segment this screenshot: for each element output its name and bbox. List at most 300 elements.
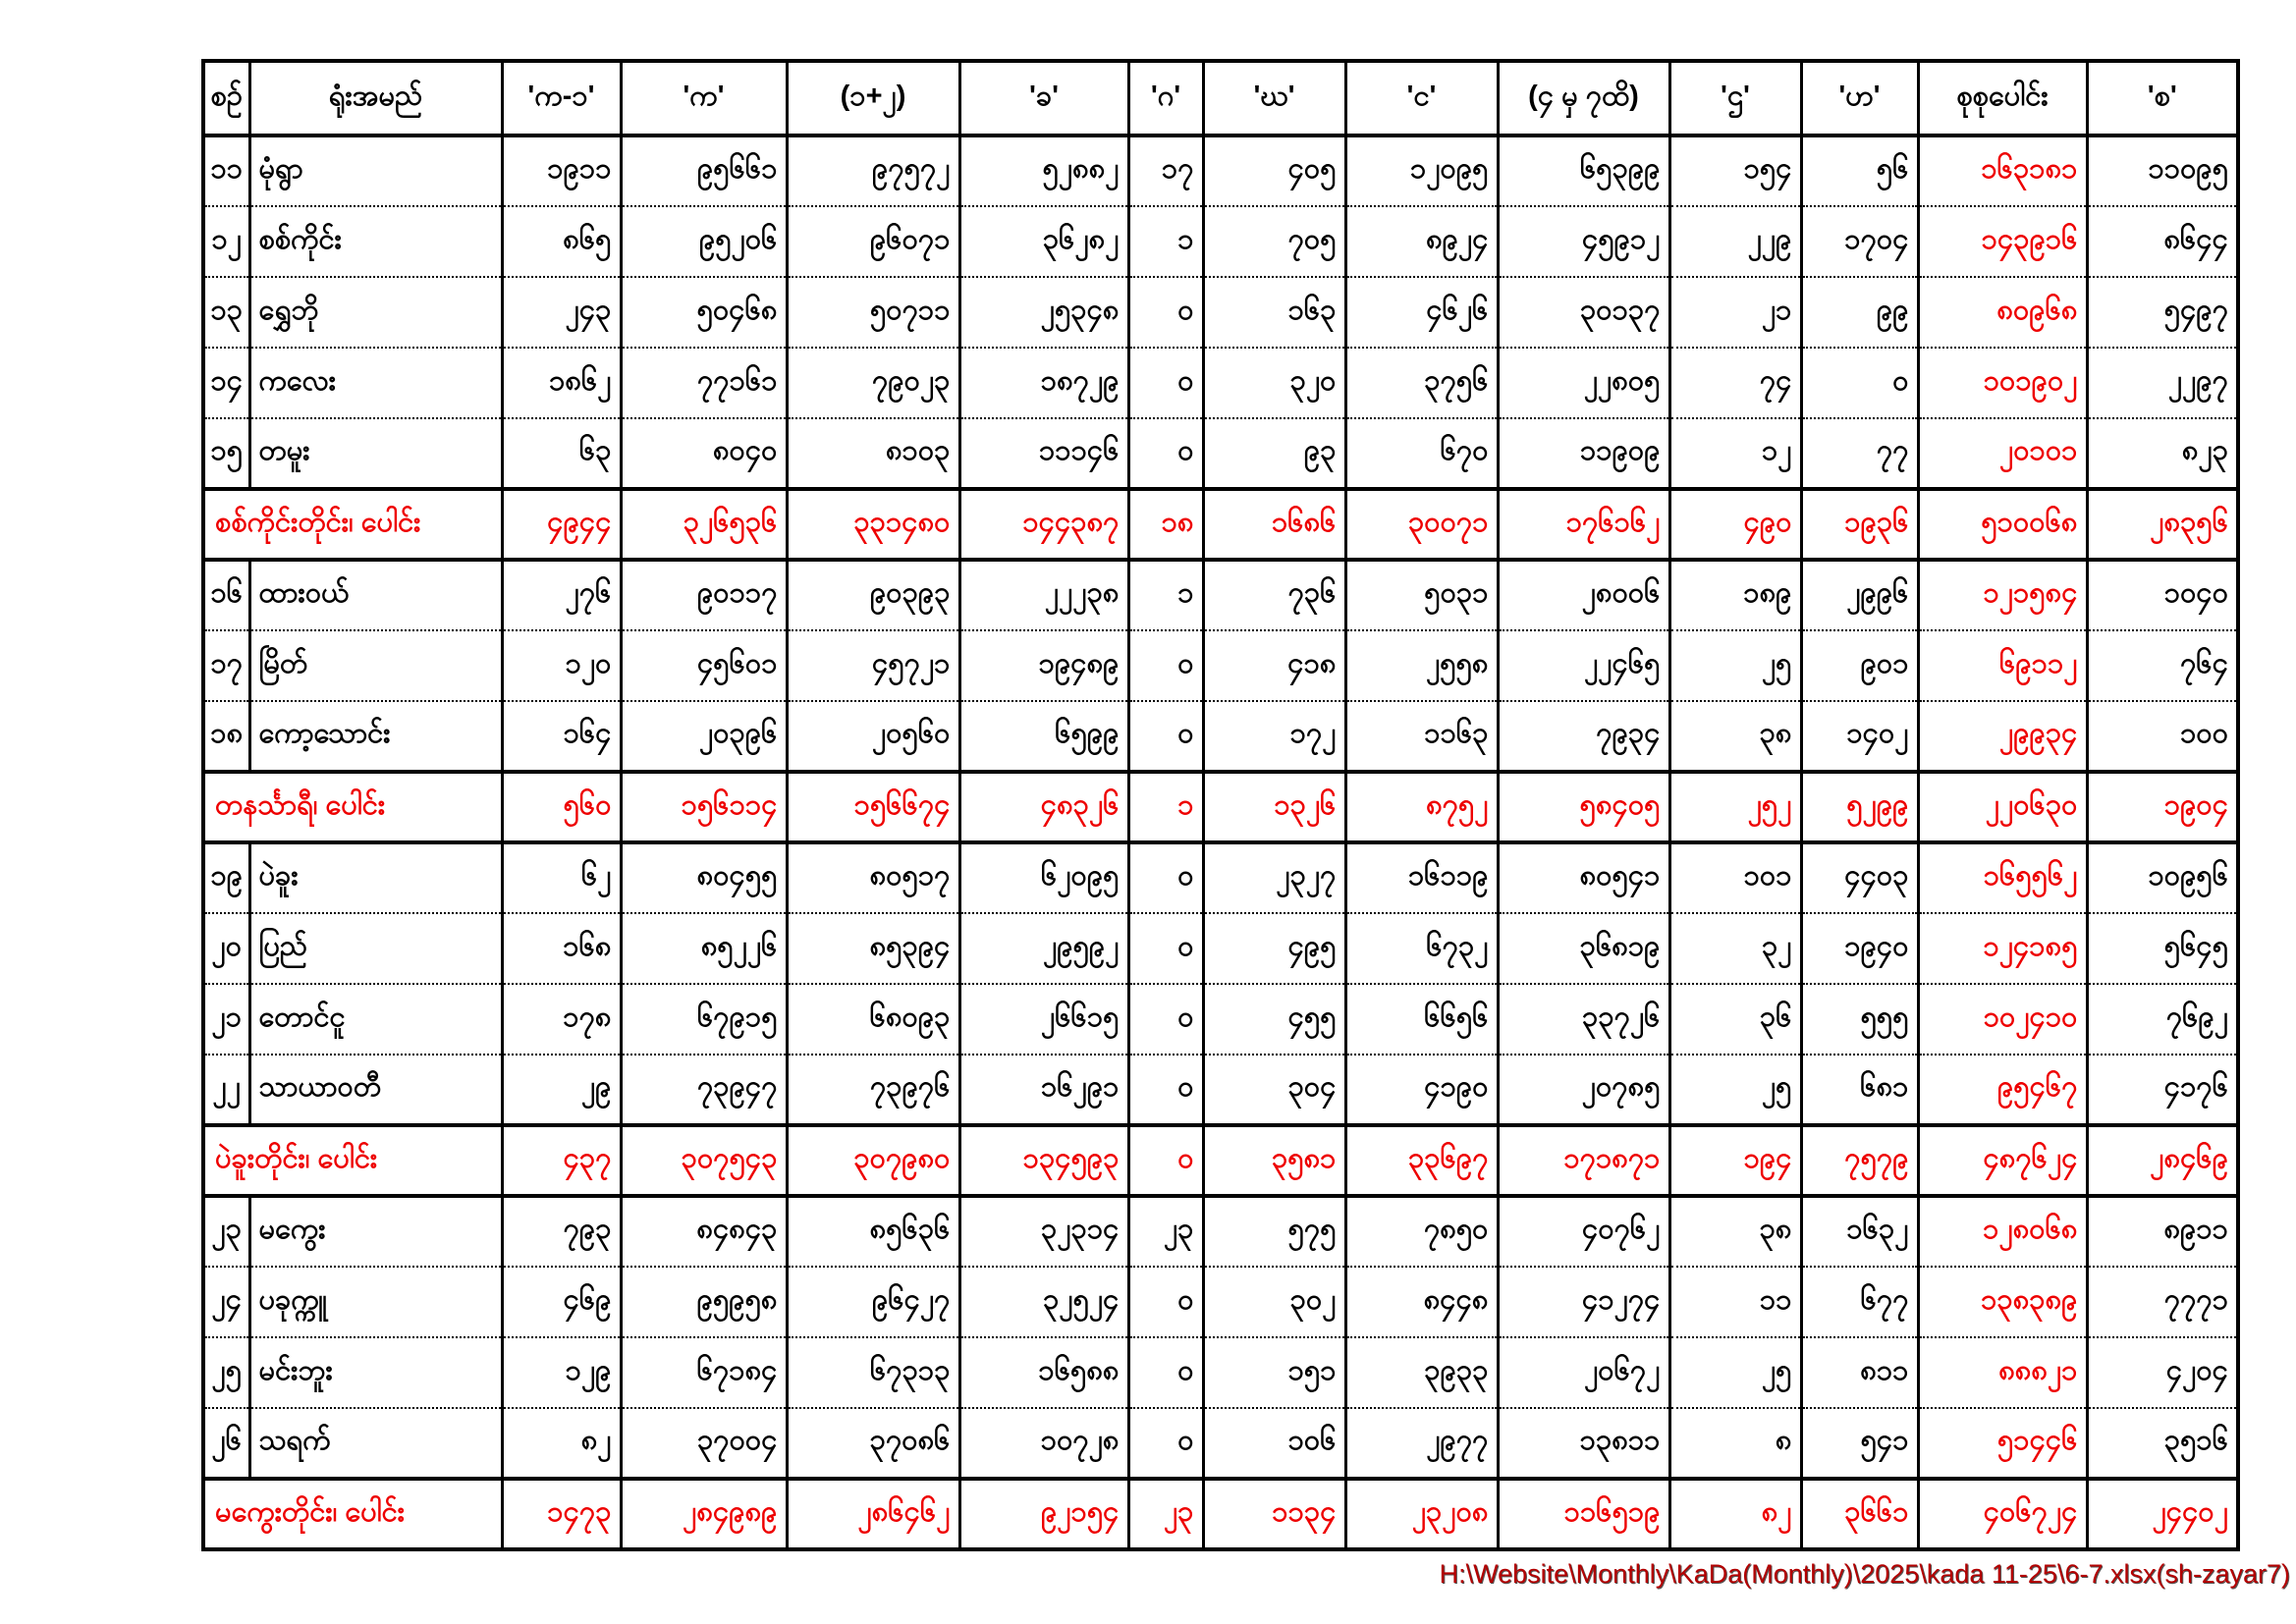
value-cell: ၇၉၃၄ bbox=[1498, 701, 1669, 772]
value-cell: ၄၃၇ bbox=[502, 1125, 621, 1196]
value-cell: ၇၆၄ bbox=[2087, 630, 2238, 701]
value-cell: ၈၂ bbox=[1669, 1479, 1801, 1549]
office-name-cell: တောင်ငူ bbox=[249, 984, 502, 1055]
value-cell: ၆၈၀၉၃ bbox=[787, 984, 959, 1055]
value-cell: ၈ bbox=[1669, 1408, 1801, 1479]
value-cell: ၈၀၅၁၇ bbox=[787, 842, 959, 913]
value-cell: ၄၀၅ bbox=[1203, 135, 1345, 206]
grand-total-cell: ၅၁၄၄၆ bbox=[1918, 1408, 2087, 1479]
value-cell: ၃၃၁၄၈၀ bbox=[787, 489, 959, 560]
office-name-cell: မြိတ် bbox=[249, 630, 502, 701]
office-name-cell: သရက် bbox=[249, 1408, 502, 1479]
value-cell: ၉၀၁ bbox=[1801, 630, 1918, 701]
value-cell: ၁၀၀ bbox=[2087, 701, 2238, 772]
value-cell: ၀ bbox=[1128, 277, 1203, 348]
value-cell: ၈၆၄၄ bbox=[2087, 206, 2238, 277]
value-cell: ၈၁၀၃ bbox=[787, 418, 959, 489]
value-cell: ၃၂ bbox=[1669, 913, 1801, 984]
total-label-cell: တနင်္သာရီ၊ ပေါင်း bbox=[203, 772, 502, 842]
value-cell: ၃၅၁၆ bbox=[2087, 1408, 2238, 1479]
value-cell: ၇၉၃ bbox=[502, 1196, 621, 1267]
value-cell: ၂၈၄၆၉ bbox=[2087, 1125, 2238, 1196]
value-cell: ၁၅၆၁၁၄ bbox=[621, 772, 787, 842]
value-cell: ၀ bbox=[1128, 348, 1203, 418]
value-cell: ၃၀၂ bbox=[1203, 1267, 1345, 1337]
office-name-cell: ရွှေဘို bbox=[249, 277, 502, 348]
value-cell: ၃၆၂၈၂ bbox=[959, 206, 1128, 277]
serial-cell: ၁၂ bbox=[203, 206, 249, 277]
value-cell: ၂၉၅၉၂ bbox=[959, 913, 1128, 984]
value-cell: ၂၉၉၆ bbox=[1801, 560, 1918, 630]
value-cell: ၃၂၃၁၄ bbox=[959, 1196, 1128, 1267]
value-cell: ၂၄၄၀၂ bbox=[2087, 1479, 2238, 1549]
value-cell: ၉၅၂၀၆ bbox=[621, 206, 787, 277]
table-row bbox=[203, 135, 2238, 206]
value-cell: ၅၇၅ bbox=[1203, 1196, 1345, 1267]
value-cell: ၃၈ bbox=[1669, 1196, 1801, 1267]
value-cell: ၆၈၁ bbox=[1801, 1055, 1918, 1125]
office-name-cell: မင်းဘူး bbox=[249, 1337, 502, 1408]
value-cell: ၂၅၂ bbox=[1669, 772, 1801, 842]
file-path-text: H:\Website\Monthly\KaDa(Monthly)\2025\kada 11-25\6-7.xlsx(sh-zayar7) bbox=[1439, 1559, 2290, 1589]
value-cell: ၂၉၇၇ bbox=[1345, 1408, 1498, 1479]
value-cell: ၄၄၀၃ bbox=[1801, 842, 1918, 913]
value-cell: ၉၂၁၅၄ bbox=[959, 1479, 1128, 1549]
value-cell: ၁၀၄၀ bbox=[2087, 560, 2238, 630]
office-name-cell: ပဲခူး bbox=[249, 842, 502, 913]
value-cell: ၂၃ bbox=[1128, 1196, 1203, 1267]
value-cell: ၆၅၃၉၉ bbox=[1498, 135, 1669, 206]
value-cell: ၈၂ bbox=[502, 1408, 621, 1479]
value-cell: ၉၅၉၅၈ bbox=[621, 1267, 787, 1337]
value-cell: ၆၂၀၉၅ bbox=[959, 842, 1128, 913]
value-cell: ၁၆၁၁၉ bbox=[1345, 842, 1498, 913]
value-cell: ၀ bbox=[1128, 630, 1203, 701]
value-cell: ၂၈၀၀၆ bbox=[1498, 560, 1669, 630]
value-cell: ၂၅၅၈ bbox=[1345, 630, 1498, 701]
value-cell: ၈၉၂၄ bbox=[1345, 206, 1498, 277]
group-total-row bbox=[203, 1125, 2238, 1196]
value-cell: ၂၉ bbox=[502, 1055, 621, 1125]
value-cell: ၄၉၀ bbox=[1669, 489, 1801, 560]
value-cell: ၈၀၅၄၁ bbox=[1498, 842, 1669, 913]
value-cell: ၇၃၉၇၆ bbox=[787, 1055, 959, 1125]
value-cell: ၃၃၆၉၇ bbox=[1345, 1125, 1498, 1196]
value-cell: ၀ bbox=[1128, 1408, 1203, 1479]
grand-total-cell: ၁၄၃၉၁၆ bbox=[1918, 206, 2087, 277]
value-cell: ၂၈၃၅၆ bbox=[2087, 489, 2238, 560]
value-cell: ၀ bbox=[1128, 1337, 1203, 1408]
value-cell: ၁၂ bbox=[1669, 418, 1801, 489]
value-cell: ၆၃ bbox=[502, 418, 621, 489]
value-cell: ၁၁၆၅၁၉ bbox=[1498, 1479, 1669, 1549]
total-label-cell: မကွေးတိုင်း၊ ပေါင်း bbox=[203, 1479, 502, 1549]
value-cell: ၅၆ bbox=[1801, 135, 1918, 206]
value-cell: ၅၂၈၈၂ bbox=[959, 135, 1128, 206]
column-header: 'ဟ' bbox=[1801, 61, 1918, 135]
value-cell: ၂၀၅၆၀ bbox=[787, 701, 959, 772]
grand-total-cell: ၁၃၈၃၈၉ bbox=[1918, 1267, 2087, 1337]
table-header bbox=[203, 61, 2238, 135]
table-row bbox=[203, 842, 2238, 913]
value-cell: ၉၀၃၉၃ bbox=[787, 560, 959, 630]
value-cell: ၂၄၃ bbox=[502, 277, 621, 348]
value-cell: ၉၉ bbox=[1801, 277, 1918, 348]
table-row bbox=[203, 1055, 2238, 1125]
value-cell: ၁၀၆ bbox=[1203, 1408, 1345, 1479]
value-cell: ၁၁၉၀၉ bbox=[1498, 418, 1669, 489]
value-cell: ၄၁၇၆ bbox=[2087, 1055, 2238, 1125]
value-cell: ၇၈၅၀ bbox=[1345, 1196, 1498, 1267]
serial-cell: ၁၈ bbox=[203, 701, 249, 772]
value-cell: ၅၂၉၉ bbox=[1801, 772, 1918, 842]
value-cell: ၀ bbox=[1128, 1267, 1203, 1337]
office-name-cell: ထားဝယ် bbox=[249, 560, 502, 630]
value-cell: ၁၁၁၄၆ bbox=[959, 418, 1128, 489]
value-cell: ၁၁၆၃ bbox=[1345, 701, 1498, 772]
value-cell: ၈၆၅ bbox=[502, 206, 621, 277]
value-cell: ၄၆၉ bbox=[502, 1267, 621, 1337]
office-name-cell: တမူး bbox=[249, 418, 502, 489]
office-name-cell: ပခုက္ကူ bbox=[249, 1267, 502, 1337]
value-cell: ၁၉၄၈၉ bbox=[959, 630, 1128, 701]
value-cell: ၁၉၁၁ bbox=[502, 135, 621, 206]
value-cell: ၅၅၅ bbox=[1801, 984, 1918, 1055]
value-cell: ၁၃၈၁၁ bbox=[1498, 1408, 1669, 1479]
report-table bbox=[201, 59, 2240, 1551]
value-cell: ၄၅၅ bbox=[1203, 984, 1345, 1055]
value-cell: ၂၃ bbox=[1128, 1479, 1203, 1549]
value-cell: ၇၉၀၂၃ bbox=[787, 348, 959, 418]
value-cell: ၅၆၀ bbox=[502, 772, 621, 842]
value-cell: ၆၇၁၈၄ bbox=[621, 1337, 787, 1408]
value-cell: ၃၇၀၀၄ bbox=[621, 1408, 787, 1479]
serial-cell: ၁၃ bbox=[203, 277, 249, 348]
value-cell: ၄၈၃၂၆ bbox=[959, 772, 1128, 842]
value-cell: ၄၀၇၆၂ bbox=[1498, 1196, 1669, 1267]
column-header: 'စ' bbox=[2087, 61, 2238, 135]
office-name-cell: မကွေး bbox=[249, 1196, 502, 1267]
value-cell: ၁၃၄၅၉၃ bbox=[959, 1125, 1128, 1196]
value-cell: ၇၅၇၉ bbox=[1801, 1125, 1918, 1196]
value-cell: ၀ bbox=[1128, 984, 1203, 1055]
grand-total-cell: ၄၈၇၆၂၄ bbox=[1918, 1125, 2087, 1196]
value-cell: ၄၉၄၄ bbox=[502, 489, 621, 560]
value-cell: ၁၇၈ bbox=[502, 984, 621, 1055]
value-cell: ၈၅၂၂၆ bbox=[621, 913, 787, 984]
value-cell: ၁၅၁ bbox=[1203, 1337, 1345, 1408]
value-cell: ၃၇၅၆ bbox=[1345, 348, 1498, 418]
table-row bbox=[203, 1267, 2238, 1337]
table-row bbox=[203, 1337, 2238, 1408]
office-name-cell: စစ်ကိုင်း bbox=[249, 206, 502, 277]
value-cell: ၇၀၅ bbox=[1203, 206, 1345, 277]
value-cell: ၃၈ bbox=[1669, 701, 1801, 772]
value-cell: ၁၃၂၆ bbox=[1203, 772, 1345, 842]
value-cell: ၀ bbox=[1128, 701, 1203, 772]
value-cell: ၀ bbox=[1128, 1055, 1203, 1125]
value-cell: ၂၂၉၇ bbox=[2087, 348, 2238, 418]
value-cell: ၁၇၆၁၆၂ bbox=[1498, 489, 1669, 560]
value-cell: ၆၂ bbox=[502, 842, 621, 913]
grand-total-cell: ၄၀၆၇၂၄ bbox=[1918, 1479, 2087, 1549]
grand-total-cell: ၁၂၄၁၈၅ bbox=[1918, 913, 2087, 984]
value-cell: ၁၇ bbox=[1128, 135, 1203, 206]
value-cell: ၂၂၄၆၅ bbox=[1498, 630, 1669, 701]
value-cell: ၁၁၃၄ bbox=[1203, 1479, 1345, 1549]
value-cell: ၅၀၇၁၁ bbox=[787, 277, 959, 348]
column-header: ရုံးအမည် bbox=[249, 61, 502, 135]
value-cell: ၁၈ bbox=[1128, 489, 1203, 560]
value-cell: ၈၉၁၁ bbox=[2087, 1196, 2238, 1267]
value-cell: ၁ bbox=[1128, 206, 1203, 277]
table-row bbox=[203, 701, 2238, 772]
table-row bbox=[203, 630, 2238, 701]
value-cell: ၈၀၄၀ bbox=[621, 418, 787, 489]
value-cell: ၂၀၆၇၂ bbox=[1498, 1337, 1669, 1408]
table-row bbox=[203, 1196, 2238, 1267]
value-cell: ၀ bbox=[1128, 913, 1203, 984]
value-cell: ၉၇၅၇၂ bbox=[787, 135, 959, 206]
value-cell: ၂၂၉ bbox=[1669, 206, 1801, 277]
group-total-row bbox=[203, 772, 2238, 842]
value-cell: ၀ bbox=[1801, 348, 1918, 418]
value-cell: ၃၉၃၃ bbox=[1345, 1337, 1498, 1408]
header-row bbox=[203, 61, 2238, 135]
group-total-row bbox=[203, 1479, 2238, 1549]
value-cell: ၁၆၄ bbox=[502, 701, 621, 772]
column-header: 'က-၁' bbox=[502, 61, 621, 135]
value-cell: ၁၀၉၅၆ bbox=[2087, 842, 2238, 913]
value-cell: ၁၆၅၈၈ bbox=[959, 1337, 1128, 1408]
value-cell: ၁၉၀၄ bbox=[2087, 772, 2238, 842]
value-cell: ၈၅၆၃၆ bbox=[787, 1196, 959, 1267]
table-row bbox=[203, 1408, 2238, 1479]
office-name-cell: သာယာဝတီ bbox=[249, 1055, 502, 1125]
serial-cell: ၁၁ bbox=[203, 135, 249, 206]
value-cell: ၀ bbox=[1128, 842, 1203, 913]
value-cell: ၆၇၃၁၃ bbox=[787, 1337, 959, 1408]
value-cell: ၅၄၉၇ bbox=[2087, 277, 2238, 348]
table-row bbox=[203, 418, 2238, 489]
value-cell: ၆၆၅၆ bbox=[1345, 984, 1498, 1055]
serial-cell: ၁၄ bbox=[203, 348, 249, 418]
value-cell: ၁၈၉ bbox=[1669, 560, 1801, 630]
serial-cell: ၁၆ bbox=[203, 560, 249, 630]
group-total-row bbox=[203, 489, 2238, 560]
value-cell: ၂၀၃၉၆ bbox=[621, 701, 787, 772]
value-cell: ၂၅ bbox=[1669, 1055, 1801, 1125]
value-cell: ၃၃၇၂၆ bbox=[1498, 984, 1669, 1055]
office-name-cell: မုံရွာ bbox=[249, 135, 502, 206]
serial-cell: ၁၇ bbox=[203, 630, 249, 701]
table-row bbox=[203, 560, 2238, 630]
column-header: စဉ် bbox=[203, 61, 249, 135]
value-cell: ၁၄၀၂ bbox=[1801, 701, 1918, 772]
grand-total-cell: ၈၀၉၆၈ bbox=[1918, 277, 2087, 348]
value-cell: ၂၀၇၈၅ bbox=[1498, 1055, 1669, 1125]
value-cell: ၄၅၇၂၁ bbox=[787, 630, 959, 701]
value-cell: ၃၇၀၈၆ bbox=[787, 1408, 959, 1479]
value-cell: ၃၂၆၅၃၆ bbox=[621, 489, 787, 560]
value-cell: ၄၅၉၁၂ bbox=[1498, 206, 1669, 277]
value-cell: ၃၀၁၃၇ bbox=[1498, 277, 1669, 348]
grand-total-cell: ၁၆၅၅၆၂ bbox=[1918, 842, 2087, 913]
value-cell: ၄၆၂၆ bbox=[1345, 277, 1498, 348]
table-row bbox=[203, 348, 2238, 418]
value-cell: ၃၆၈၁၉ bbox=[1498, 913, 1669, 984]
value-cell: ၃၂၀ bbox=[1203, 348, 1345, 418]
grand-total-cell: ၁၀၁၉၀၂ bbox=[1918, 348, 2087, 418]
value-cell: ၇၃၉၄၇ bbox=[621, 1055, 787, 1125]
value-cell: ၈၄၈၄၃ bbox=[621, 1196, 787, 1267]
value-cell: ၁၇၁၈၇၁ bbox=[1498, 1125, 1669, 1196]
column-header: 'ဌ' bbox=[1669, 61, 1801, 135]
grand-total-cell: ၁၂၈၀၆၈ bbox=[1918, 1196, 2087, 1267]
value-cell: ၂၂၈၀၅ bbox=[1498, 348, 1669, 418]
serial-cell: ၂၅ bbox=[203, 1337, 249, 1408]
table-row bbox=[203, 984, 2238, 1055]
serial-cell: ၂၀ bbox=[203, 913, 249, 984]
value-cell: ၃၀၄ bbox=[1203, 1055, 1345, 1125]
value-cell: ၆၇၀ bbox=[1345, 418, 1498, 489]
value-cell: ၁၆၂၉၁ bbox=[959, 1055, 1128, 1125]
column-header: (၄ မှ ၇ထိ) bbox=[1498, 61, 1669, 135]
table-row bbox=[203, 206, 2238, 277]
value-cell: ၁၆၈ bbox=[502, 913, 621, 984]
value-cell: ၀ bbox=[1128, 1125, 1203, 1196]
value-cell: ၁၆၃၂ bbox=[1801, 1196, 1918, 1267]
value-cell: ၁၅၄ bbox=[1669, 135, 1801, 206]
value-cell: ၄၁၉၀ bbox=[1345, 1055, 1498, 1125]
value-cell: ၁၈၇၂၉ bbox=[959, 348, 1128, 418]
value-cell: ၇၄ bbox=[1669, 348, 1801, 418]
grand-total-cell: ၁၆၃၁၈၁ bbox=[1918, 135, 2087, 206]
value-cell: ၆၇၉၁၅ bbox=[621, 984, 787, 1055]
value-cell: ၂၅ bbox=[1669, 1337, 1801, 1408]
value-cell: ၆၅၉၉ bbox=[959, 701, 1128, 772]
value-cell: ၃၂၅၂၄ bbox=[959, 1267, 1128, 1337]
value-cell: ၇၇ bbox=[1801, 418, 1918, 489]
office-name-cell: ကော့သောင်း bbox=[249, 701, 502, 772]
grand-total-cell: ၆၉၁၁၂ bbox=[1918, 630, 2087, 701]
grand-total-cell: ၁၀၂၄၁၀ bbox=[1918, 984, 2087, 1055]
value-cell: ၈၀၄၅၅ bbox=[621, 842, 787, 913]
value-cell: ၂၅ bbox=[1669, 630, 1801, 701]
value-cell: ၁၆၈၆ bbox=[1203, 489, 1345, 560]
column-header: 'ဂ' bbox=[1128, 61, 1203, 135]
serial-cell: ၂၆ bbox=[203, 1408, 249, 1479]
value-cell: ၁၉၄၀ bbox=[1801, 913, 1918, 984]
value-cell: ၅၄၁ bbox=[1801, 1408, 1918, 1479]
report-sheet bbox=[201, 59, 2240, 1551]
value-cell: ၉၃ bbox=[1203, 418, 1345, 489]
value-cell: ၄၂၀၄ bbox=[2087, 1337, 2238, 1408]
grand-total-cell: ၁၂၁၅၈၄ bbox=[1918, 560, 2087, 630]
value-cell: ၅၈၄၀၅ bbox=[1498, 772, 1669, 842]
value-cell: ၃၀၀၇၁ bbox=[1345, 489, 1498, 560]
value-cell: ၁၉၃၆ bbox=[1801, 489, 1918, 560]
value-cell: ၀ bbox=[1128, 418, 1203, 489]
value-cell: ၂၆၆၁၅ bbox=[959, 984, 1128, 1055]
value-cell: ၉၆၀၇၁ bbox=[787, 206, 959, 277]
column-header: 'င' bbox=[1345, 61, 1498, 135]
grand-total-cell: ၂၉၉၃၄ bbox=[1918, 701, 2087, 772]
value-cell: ၈၂၃ bbox=[2087, 418, 2238, 489]
value-cell: ၁၁ bbox=[1669, 1267, 1801, 1337]
table-row bbox=[203, 913, 2238, 984]
value-cell: ၂၅၃၄၈ bbox=[959, 277, 1128, 348]
value-cell: ၁၄၄၃၈၇ bbox=[959, 489, 1128, 560]
value-cell: ၄၁၈ bbox=[1203, 630, 1345, 701]
value-cell: ၅၀၄၆၈ bbox=[621, 277, 787, 348]
grand-total-cell: ၂၀၁၀၁ bbox=[1918, 418, 2087, 489]
value-cell: ၃၆၆၁ bbox=[1801, 1479, 1918, 1549]
value-cell: ၂၁ bbox=[1669, 277, 1801, 348]
value-cell: ၂၇၆ bbox=[502, 560, 621, 630]
office-name-cell: ပြည် bbox=[249, 913, 502, 984]
value-cell: ၅၀၃၁ bbox=[1345, 560, 1498, 630]
value-cell: ၆၇၇ bbox=[1801, 1267, 1918, 1337]
value-cell: ၇၇၇၁ bbox=[2087, 1267, 2238, 1337]
value-cell: ၂၃၂၇ bbox=[1203, 842, 1345, 913]
value-cell: ၁၈၆၂ bbox=[502, 348, 621, 418]
value-cell: ၁၂၉ bbox=[502, 1337, 621, 1408]
value-cell: ၃၀၇၅၄၃ bbox=[621, 1125, 787, 1196]
serial-cell: ၂၃ bbox=[203, 1196, 249, 1267]
serial-cell: ၁၉ bbox=[203, 842, 249, 913]
value-cell: ၇၆၉၂ bbox=[2087, 984, 2238, 1055]
value-cell: ၁၀၁ bbox=[1669, 842, 1801, 913]
value-cell: ၄၁၂၇၄ bbox=[1498, 1267, 1669, 1337]
total-label-cell: စစ်ကိုင်းတိုင်း၊ ပေါင်း bbox=[203, 489, 502, 560]
table-body bbox=[203, 135, 2238, 1549]
value-cell: ၁၅၆၆၇၄ bbox=[787, 772, 959, 842]
serial-cell: ၂၂ bbox=[203, 1055, 249, 1125]
value-cell: ၃၀၇၉၈၀ bbox=[787, 1125, 959, 1196]
value-cell: ၉၅၆၆၁ bbox=[621, 135, 787, 206]
value-cell: ၁၇၀၄ bbox=[1801, 206, 1918, 277]
value-cell: ၂၂၂၃၈ bbox=[959, 560, 1128, 630]
column-header: စုစုပေါင်း bbox=[1918, 61, 2087, 135]
serial-cell: ၂၄ bbox=[203, 1267, 249, 1337]
column-header: 'ခ' bbox=[959, 61, 1128, 135]
serial-cell: ၂၁ bbox=[203, 984, 249, 1055]
value-cell: ၂၈၄၉၈၉ bbox=[621, 1479, 787, 1549]
table-row bbox=[203, 277, 2238, 348]
value-cell: ၃၆ bbox=[1669, 984, 1801, 1055]
value-cell: ၁၆၃ bbox=[1203, 277, 1345, 348]
total-label-cell: ပဲခူးတိုင်း၊ ပေါင်း bbox=[203, 1125, 502, 1196]
column-header: (၁+၂) bbox=[787, 61, 959, 135]
value-cell: ၃၅၈၁ bbox=[1203, 1125, 1345, 1196]
grand-total-cell: ၅၁၀၀၆၈ bbox=[1918, 489, 2087, 560]
value-cell: ၄၅၆၀၁ bbox=[621, 630, 787, 701]
value-cell: ၁၀၇၂၈ bbox=[959, 1408, 1128, 1479]
value-cell: ၁၂၀၉၅ bbox=[1345, 135, 1498, 206]
value-cell: ၂၈၆၄၆၂ bbox=[787, 1479, 959, 1549]
office-name-cell: ကလေး bbox=[249, 348, 502, 418]
value-cell: ၇၇၁၆၁ bbox=[621, 348, 787, 418]
value-cell: ၈၁၁ bbox=[1801, 1337, 1918, 1408]
grand-total-cell: ၈၈၈၂၁ bbox=[1918, 1337, 2087, 1408]
serial-cell: ၁၅ bbox=[203, 418, 249, 489]
value-cell: ၉၆၄၂၇ bbox=[787, 1267, 959, 1337]
value-cell: ၁၉၄ bbox=[1669, 1125, 1801, 1196]
value-cell: ၁၁၀၉၅ bbox=[2087, 135, 2238, 206]
value-cell: ၇၃၆ bbox=[1203, 560, 1345, 630]
value-cell: ၈၅၃၉၄ bbox=[787, 913, 959, 984]
